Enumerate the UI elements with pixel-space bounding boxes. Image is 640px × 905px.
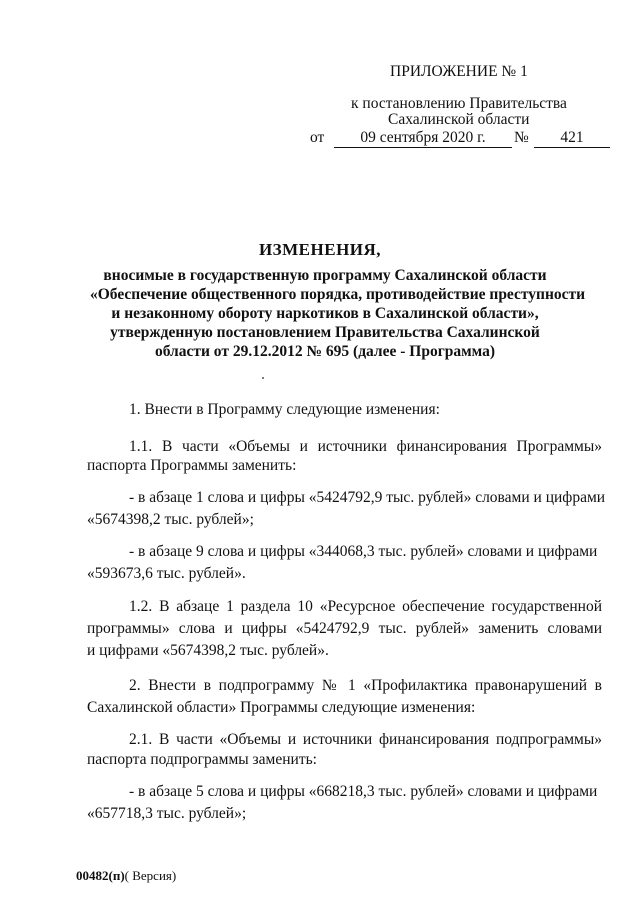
paragraph-1-1-item1-line1: - в абзаце 1 слова и цифры «5424792,9 тыс. рублей» словами и цифрами bbox=[129, 489, 606, 506]
subtitle-line: вносимые в государственную программу Сахалинской области bbox=[103, 267, 547, 284]
paragraph-1-1-item2-line2: «593673,6 тыс. рублей». bbox=[87, 565, 246, 582]
paragraph-2-1-line1: 2.1. В части «Объемы и источники финансирования подпрограммы» bbox=[129, 731, 602, 748]
paragraph-1: 1. Внести в Программу следующие изменения: bbox=[129, 401, 440, 418]
resolution-authority: Сахалинской области bbox=[388, 111, 530, 128]
paragraph-1-1-item2-line1: - в абзаце 9 слова и цифры «344068,3 тыс. рублей» словами и цифрами bbox=[129, 543, 598, 560]
paragraph-2-1-item1-line1: - в абзаце 5 слова и цифры «668218,3 тыс. рублей» словами и цифрами bbox=[129, 783, 598, 800]
resolution-date: 09 сентября 2020 г. bbox=[334, 128, 512, 148]
subtitle-line: и незаконному обороту наркотиков в Сахалинской области», bbox=[111, 305, 539, 322]
scan-speck bbox=[262, 377, 264, 379]
document-subtitle bbox=[90, 266, 586, 361]
document-footer bbox=[76, 868, 176, 884]
subtitle-line: «Обеспечение общественного порядка, противодействие преступности bbox=[90, 286, 586, 303]
paragraph-1-2-line1: 1.2. В абзаце 1 раздела 10 «Ресурсное обеспечение государственной bbox=[129, 598, 602, 615]
document-title: ИЗМЕНЕНИЯ, bbox=[258, 240, 382, 259]
paragraph-2-line2: Сахалинской области» Программы следующие изменения: bbox=[87, 699, 476, 716]
date-prefix: от bbox=[310, 129, 325, 146]
document-version: ( Версия) bbox=[124, 868, 177, 883]
paragraph-1-1-item1-line2: «5674398,2 тыс. рублей»; bbox=[87, 511, 254, 528]
paragraph-1-1-line2: паспорта Программы заменить: bbox=[87, 457, 297, 474]
appendix-title: ПРИЛОЖЕНИЕ № 1 bbox=[390, 63, 528, 80]
paragraph-2-1-line2: паспорта подпрограммы заменить: bbox=[87, 751, 317, 768]
paragraph-1-1-line1: 1.1. В части «Объемы и источники финансирования Программы» bbox=[129, 438, 602, 455]
resolution-number: 421 bbox=[534, 128, 610, 148]
document-code: 00482(п) bbox=[76, 868, 125, 883]
paragraph-1-2-line2: программы» слова и цифры «5424792,9 тыс. рублей» заменить словами bbox=[87, 620, 602, 637]
date-number-row bbox=[310, 128, 610, 150]
number-label: № bbox=[514, 129, 529, 146]
resolution-reference: к постановлению Правительства bbox=[351, 95, 567, 112]
paragraph-1-2-line3: и цифрами «5674398,2 тыс. рублей». bbox=[87, 642, 329, 659]
paragraph-2-1-item1-line2: «657718,3 тыс. рублей»; bbox=[87, 805, 247, 822]
subtitle-line: области от 29.12.2012 № 695 (далее - Программа) bbox=[154, 343, 496, 360]
paragraph-2-line1: 2. Внести в подпрограмму № 1 «Профилактика правонарушений в bbox=[129, 677, 602, 694]
subtitle-line: утвержденную постановлением Правительства Сахалинской bbox=[110, 324, 540, 341]
